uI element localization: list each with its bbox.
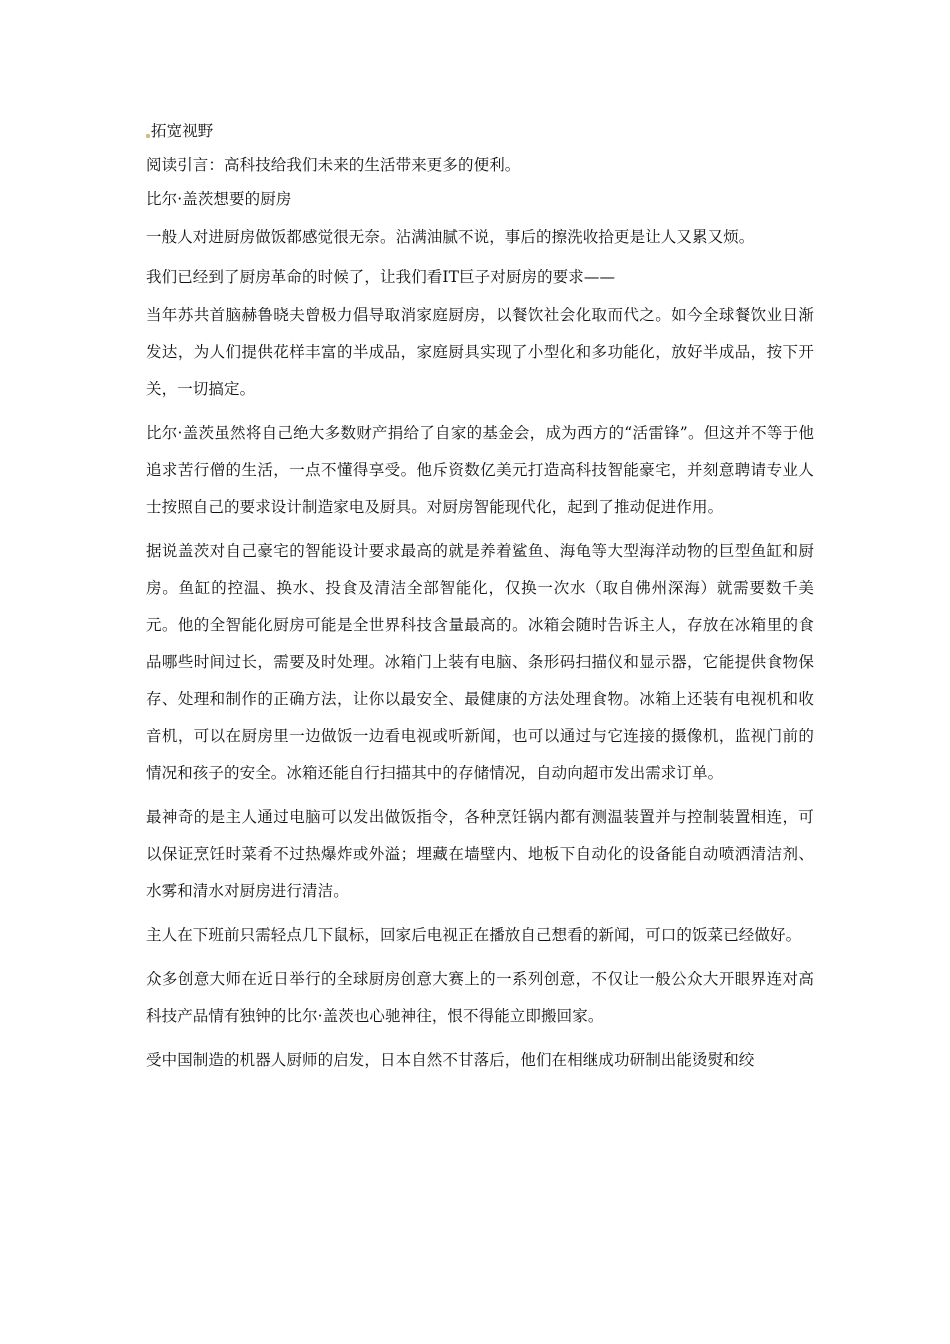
paragraph: 众多创意大师在近日举行的全球厨房创意大赛上的一系列创意，不仅让一般公众大开眼界连对高科技产品情有独钟的比尔·盖茨也心驰神往，恨不得能立即搬回家。 bbox=[146, 970, 814, 1025]
document-body bbox=[146, 117, 814, 1086]
paragraph: 比尔·盖茨虽然将自己绝大多数财产捐给了自家的基金会，成为西方的“活雷锋”。但这并不等于他追求苦行僧的生活，一点不懂得享受。他斥资数亿美元打造高科技智能豪宅，并刻意聘请专业人士按照自己的要求设计制造家电及厨具。对厨房智能现代化，起到了推动促进作用。 bbox=[146, 424, 814, 516]
paragraph: 我们已经到了厨房革命的时候了，让我们看IT巨子对厨房的要求—— bbox=[146, 268, 616, 286]
paragraph: 主人在下班前只需轻点几下鼠标，回家后电视正在播放自己想看的新闻，可口的饭菜已经做好。 bbox=[146, 926, 802, 944]
paragraph: 最神奇的是主人通过电脑可以发出做饭指令，各种烹饪锅内都有测温装置并与控制装置相连，可以保证烹饪时菜肴不过热爆炸或外溢；埋藏在墙壁内、地板下自动化的设备能自动喷洒清洁剂、水雾和清水对厨房进行清洁。 bbox=[146, 808, 814, 900]
paragraph: 当年苏共首脑赫鲁晓夫曾极力倡导取消家庭厨房，以餐饮社会化取而代之。如今全球餐饮业日渐发达，为人们提供花样丰富的半成品，家庭厨具实现了小型化和多功能化，放好半成品，按下开关，一切搞定。 bbox=[146, 306, 814, 398]
article-title: 比尔·盖茨想要的厨房 bbox=[146, 190, 292, 208]
paragraph: 据说盖茨对自己豪宅的智能设计要求最高的就是养着鲨鱼、海龟等大型海洋动物的巨型鱼缸和厨房。鱼缸的控温、换水、投食及清洁全部智能化，仅换一次水（取自佛州深海）就需要数千美元。他的全智能化厨房可能是全世界科技含量最高的。冰箱会随时告诉主人，存放在冰箱里的食品哪些时间过长，需要及时处理。冰箱门上装有电脑、条形码扫描仪和显示器，它能提供食物保存、处理和制作的正确方法，让你以最安全、最健康的方法处理食物。冰箱上还装有电视机和收音机，可以在厨房里一边做饭一边看电视或听新闻，也可以通过与它连接的摄像机，监视门前的情况和孩子的安全。冰箱还能自行扫描其中的存储情况，自动向超市发出需求订单。 bbox=[146, 542, 814, 782]
section-heading-text: 拓宽视野 bbox=[151, 122, 214, 140]
edit-mark-icon bbox=[146, 134, 150, 138]
paragraph: 受中国制造的机器人厨师的启发，日本自然不甘落后，他们在相继成功研制出能烫熨和绞 bbox=[146, 1051, 755, 1069]
section-heading bbox=[146, 117, 814, 145]
paragraph: 一般人对进厨房做饭都感觉很无奈。沾满油腻不说，事后的擦洗收拾更是让人又累又烦。 bbox=[146, 228, 755, 246]
intro-line: 阅读引言：高科技给我们未来的生活带来更多的便利。 bbox=[146, 156, 521, 174]
